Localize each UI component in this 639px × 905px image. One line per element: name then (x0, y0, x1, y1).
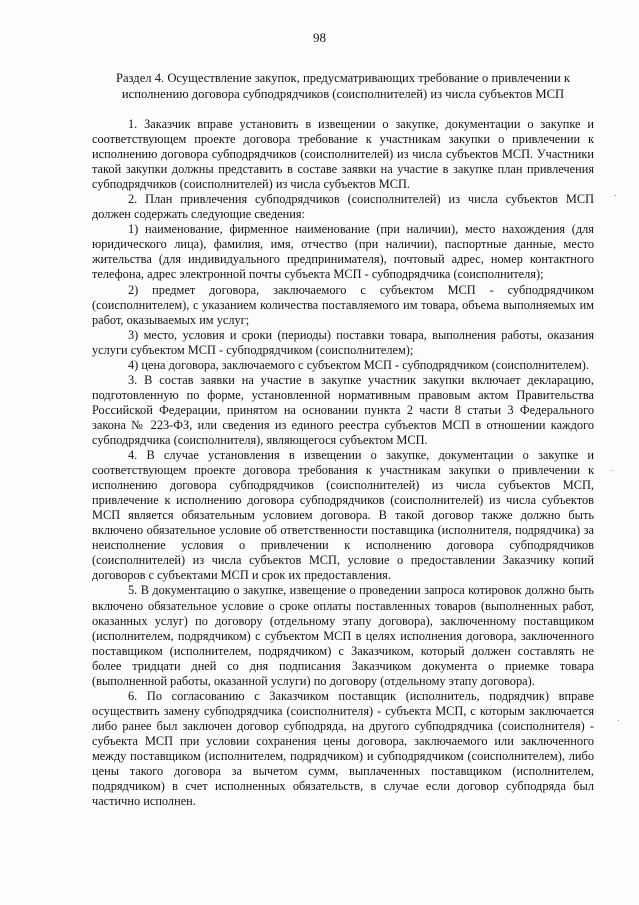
paragraph-clause-3: 3. В состав заявки на участие в закупке участник закупки включает декларацию, подготовленную по форме, установленной нормативным правовым актом Правительства Российской Федерации, принятом на основании пункта 2 части 8 статьи 3 Федерального закона № 223-ФЗ, или сведения из единого реестра субъектов МСП в отношении каждого субподрядчика (соисполнителя), являющегося субъектом МСП. (92, 372, 594, 447)
scan-speck (612, 470, 613, 471)
paragraph-clause-5: 5. В документацию о закупке, извещение о проведении запроса котировок должно быть включено обязательное условие о сроке оплаты поставленных товаров (выполненных работ, оказанных услуг) по договору (отдельному этапу договора), заключенному поставщиком (исполнителем, подрядчиком) с субъектом МСП в целях исполнения договора, заключенного поставщиком (исполнителем, подрядчиком) с Заказчиком, который должен составлять не более тридцати дней со дня подписания Заказчиком документа о приемке товара (выполненной работы, оказанной услуги) по договору (отдельному этапу договора). (92, 583, 594, 688)
scan-speck (618, 720, 619, 721)
document-body (92, 117, 594, 809)
page-number: 98 (313, 30, 326, 45)
list-item-3: 3) место, условия и сроки (периоды) поставки товара, выполнения работы, оказания услуги субъектом МСП - субподрядчиком (соисполнителем); (92, 327, 594, 357)
paragraph-clause-1: 1. Заказчик вправе установить в извещении о закупке, документации о закупке и соответствующем проекте договора требование к участникам закупки о привлечении к исполнению договора субподрядчиков (соисполнителей) из числа субъектов МСП. Участники такой закупки должны представить в составе заявки на участие в закупке план привлечения субподрядчиков (соисполнителей) из числа субъектов МСП. (92, 117, 594, 192)
paragraph-clause-6: 6. По согласованию с Заказчиком поставщик (исполнитель, подрядчик) вправе осуществить замену субподрядчика (соисполнителя) - субъекта МСП, с которым заключается либо ранее был заключен договор субподряда, на другого субподрядчика (соисполнителя) - субъекта МСП при условии сохранения цены договора, заключаемого или заключенного между поставщиком (исполнителем, подрядчиком) и субподрядчиком (соисполнителем), либо цены такого договора за вычетом сумм, выплаченных поставщиком (исполнителем, подрядчиком) в счет исполненных обязательств, в случае если договор субподряда был частично исполнен. (92, 688, 594, 809)
paragraph-clause-4: 4. В случае установления в извещении о закупке, документации о закупке и соответствующем проекте договора требования к участникам закупки о привлечении к исполнению договора субподрядчиков (соисполнителей) из числа субъектов МСП, привлечение к исполнению договора субподрядчиков (соисполнителей) из числа субъектов МСП является обязательным условием договора. В такой договор также должно быть включено обязательное условие об ответственности поставщика (исполнителя, подрядчика) за неисполнение условия о привлечении к исполнению договора субподрядчиков (соисполнителей) из числа субъектов МСП, условие о предоставлении Заказчику копий договоров с субъектами МСП и срок их предоставления. (92, 448, 594, 583)
list-item-4: 4) цена договора, заключаемого с субъектом МСП - субподрядчиком (соисполнителем). (128, 357, 590, 372)
section-title: Раздел 4. Осуществление закупок, предусматривающих требование о привлечении к исполнению договора субподрядчиков (соисполнителей) из числа субъектов МСП (115, 71, 571, 101)
scan-speck (615, 195, 616, 196)
list-item-2: 2) предмет договора, заключаемого с субъектом МСП - субподрядчиком (соисполнителем), с указанием количества поставляемого им товара, объема выполняемых им работ, оказываемых им услуг; (92, 282, 594, 327)
list-item-1: 1) наименование, фирменное наименование (при наличии), место нахождения (для юридического лица), фамилия, имя, отчество (при наличии), паспортные данные, место жительства (для индивидуального предпринимателя), почтовый адрес, номер контактного телефона, адрес электронной почты субъекта МСП - субподрядчика (соисполнителя); (92, 222, 594, 282)
paragraph-clause-2: 2. План привлечения субподрядчиков (соисполнителей) из числа субъектов МСП должен содержать следующие сведения: (92, 192, 594, 222)
